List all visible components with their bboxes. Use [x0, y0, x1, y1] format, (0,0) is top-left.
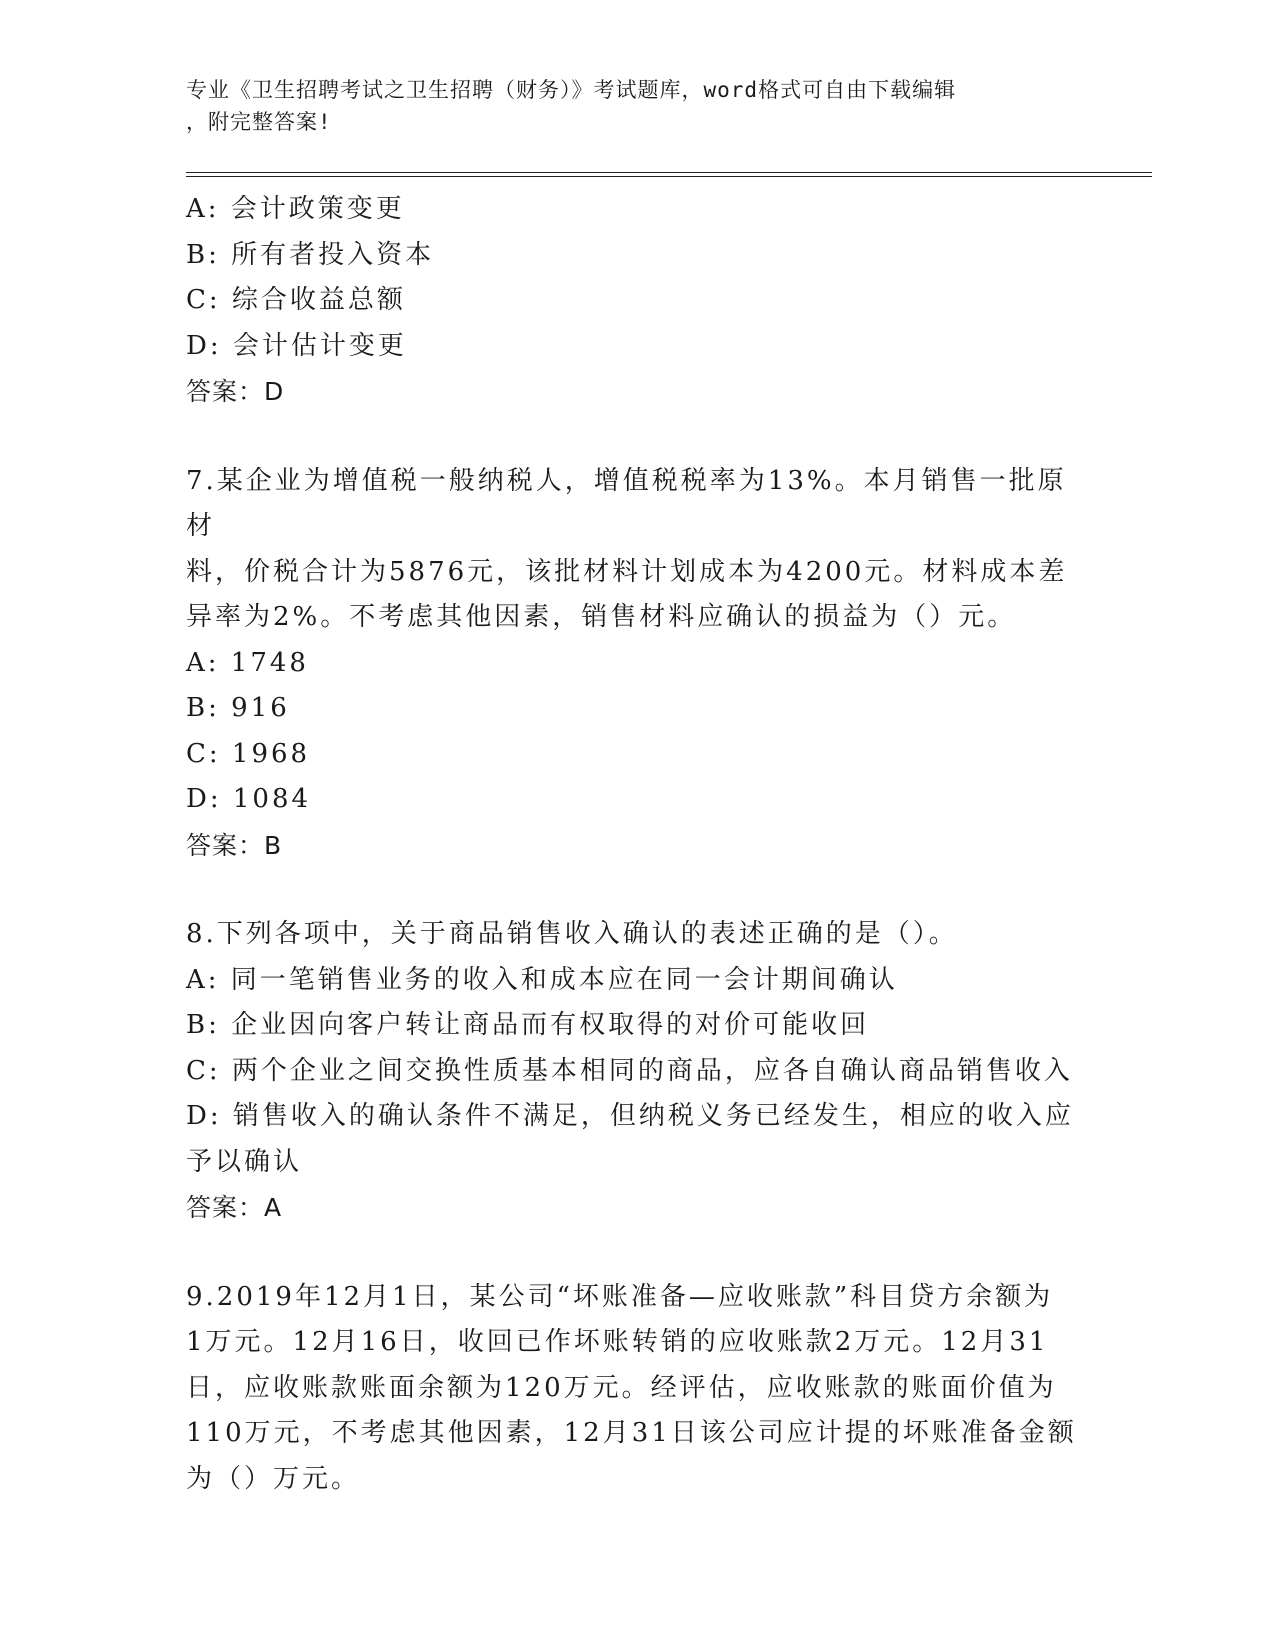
question-6 — [186, 187, 1086, 415]
option-a: A: 同一笔销售业务的收入和成本应在同一会计期间确认 — [186, 964, 898, 995]
question-stem-line: 1万元。12月16日，收回已作坏账转销的应收账款2万元。12月31 — [186, 1327, 1049, 1357]
answer-line: 答案：A — [186, 1193, 283, 1222]
option-c: C: 两个企业之间交换性质基本相同的商品，应各自确认商品销售收入 — [186, 1055, 1073, 1086]
option-b: B: 所有者投入资本 — [186, 239, 435, 270]
answer-line: 答案：D — [186, 377, 285, 406]
option-d: D: 1084 — [186, 784, 312, 814]
header-line-2: ，附完整答案! — [186, 110, 332, 134]
option-b: B: 企业因向客户转让商品而有权取得的对价可能收回 — [186, 1010, 870, 1040]
question-stem-line: 110万元，不考虑其他因素，12月31日该公司应计提的坏账准备金额 — [186, 1418, 1077, 1448]
document-header — [186, 74, 1086, 138]
answer-line: 答案：B — [186, 830, 283, 860]
question-list — [186, 187, 1086, 1502]
question-stem-line: 料，价税合计为5876元，该批材料计划成本为4200元。材料成本差 — [186, 556, 1068, 587]
option-a: A: 1748 — [186, 647, 309, 678]
question-9 — [186, 1275, 1086, 1503]
option-c: C: 1968 — [186, 738, 311, 769]
question-7 — [186, 459, 1086, 869]
question-8 — [186, 912, 1086, 1231]
option-b: B: 916 — [186, 693, 290, 723]
question-stem-line: 异率为2%。不考虑其他因素，销售材料应确认的损益为（）元。 — [186, 602, 1017, 632]
option-c: C: 综合收益总额 — [186, 285, 406, 315]
question-stem-line: 日，应收账款账面余额为120万元。经评估，应收账款的账面价值为 — [186, 1372, 1057, 1403]
header-line-1: 专业《卫生招聘考试之卫生招聘（财务）》考试题库，word格式可自由下载编辑 — [186, 78, 957, 102]
option-a: A: 会计政策变更 — [186, 194, 405, 224]
option-d: D: 会计估计变更 — [186, 330, 407, 361]
question-stem-line: 为（）万元。 — [186, 1463, 361, 1494]
question-stem-line: 8.下列各项中，关于商品销售收入确认的表述正确的是（）。 — [186, 919, 958, 949]
question-stem-line: 9.2019年12月1日，某公司“坏账准备—应收账款”科目贷方余额为 — [186, 1281, 1054, 1312]
option-d-continued: 予以确认 — [186, 1146, 303, 1177]
question-stem-line: 7.某企业为增值税一般纳税人，增值税税率为13%。本月销售一批原材 — [186, 465, 1067, 541]
header-divider — [186, 172, 1152, 177]
option-d: D: 销售收入的确认条件不满足，但纳税义务已经发生，相应的收入应 — [186, 1101, 1074, 1131]
